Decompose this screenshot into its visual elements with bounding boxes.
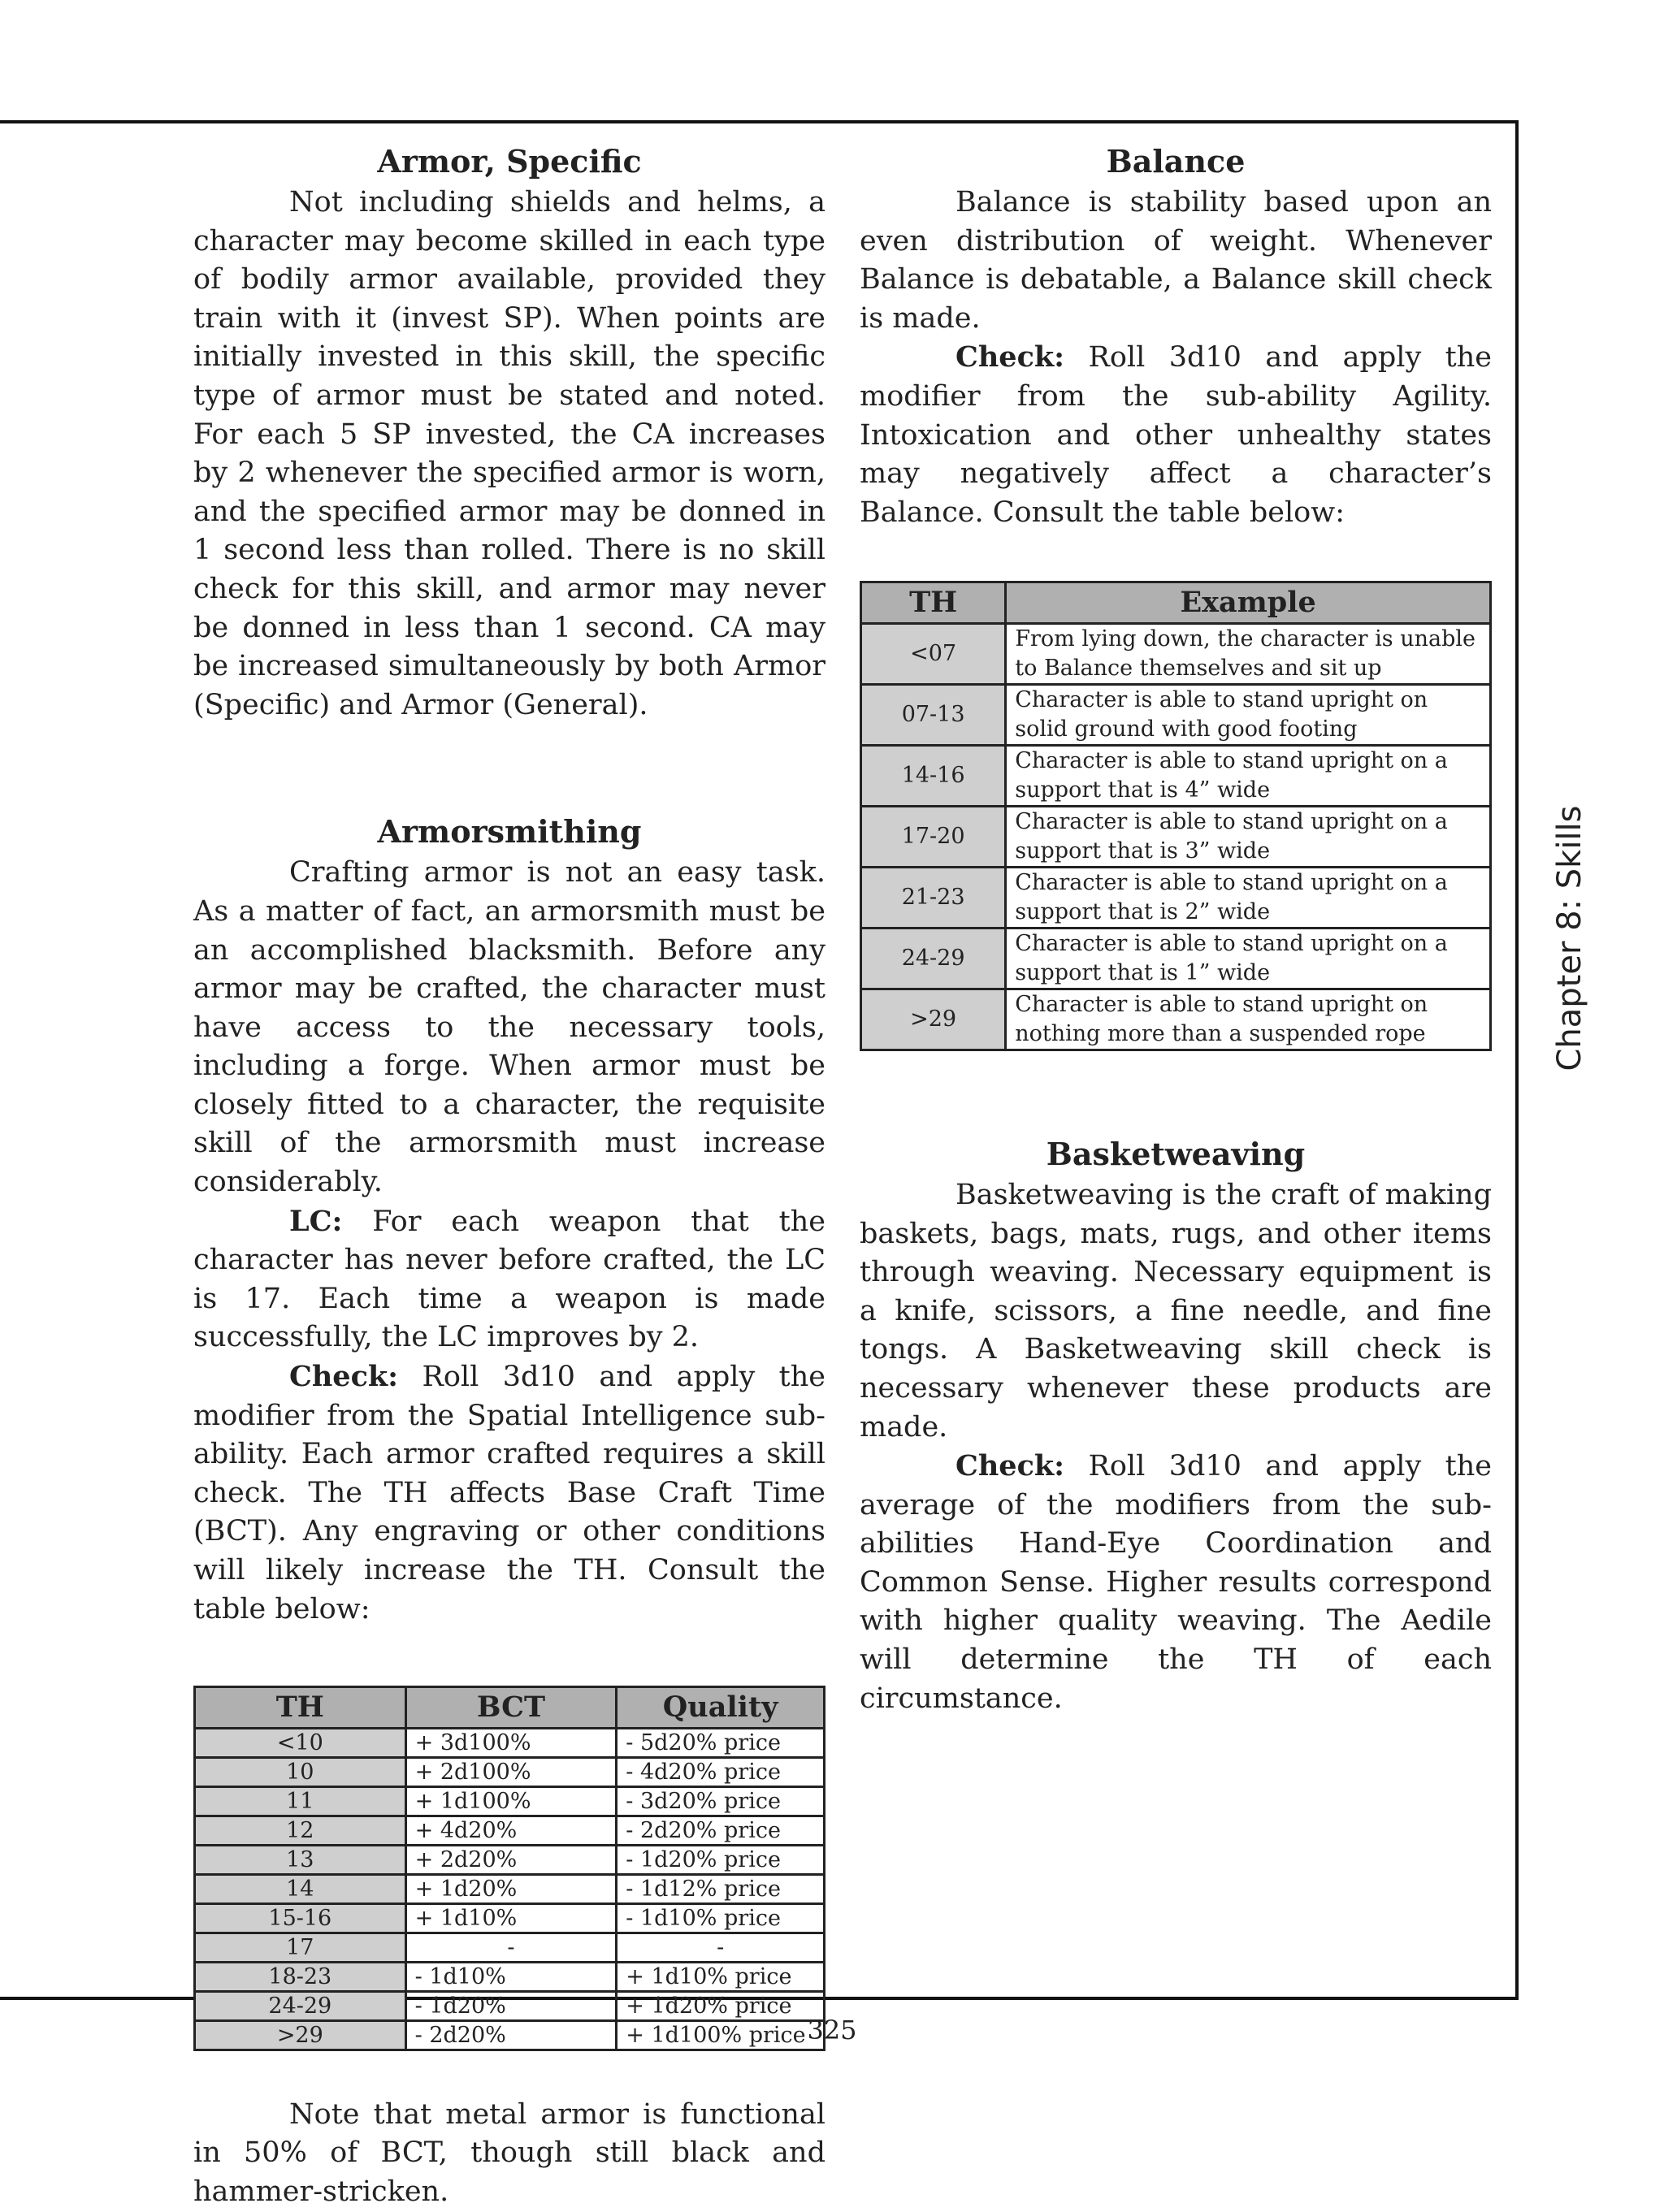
table-cell: From lying down, the character is unable to Balance themselves and sit up (1006, 623, 1491, 684)
check-label: Check: (289, 1360, 399, 1394)
check-label: Check: (956, 1449, 1065, 1483)
table-row (195, 1728, 825, 1757)
balance-paragraph: Balance is stability based upon an even distribution of weight. Whenever Balance is debatable, a Balance skill check is made. (860, 186, 1492, 335)
table-cell: 07-13 (861, 684, 1006, 745)
page-number: 325 (807, 2015, 857, 2045)
table-cell: + 1d20% (405, 1874, 617, 1903)
table-header-th: TH (195, 1687, 406, 1729)
table-cell: 24-29 (861, 928, 1006, 989)
balance-check-paragraph (860, 338, 1492, 532)
table-cell: 24-29 (195, 1991, 406, 2020)
table-cell: 15-16 (195, 1903, 406, 1933)
check-text: Roll 3d10 and apply the modifier from the sub-ability Agility. Intoxication and other unhealthy states may negatively affect a character’s Balance. Consult the table below: (860, 341, 1492, 529)
table-cell: 21-23 (861, 867, 1006, 928)
table-row (195, 1962, 825, 1991)
table-row (861, 989, 1491, 1050)
armorsmithing-check-paragraph (193, 1357, 826, 1629)
table-cell: - 2d20% (405, 2020, 617, 2050)
table-cell: Character is able to stand upright on a support that is 1” wide (1006, 928, 1491, 989)
table-cell: Character is able to stand upright on nothing more than a suspended rope (1006, 989, 1491, 1050)
table-cell: Character is able to stand upright on a support that is 2” wide (1006, 867, 1491, 928)
table-cell: + 1d100% price (617, 2020, 825, 2050)
table-cell: - 1d10% (405, 1962, 617, 1991)
table-row (861, 867, 1491, 928)
table-row (861, 684, 1491, 745)
armorsmithing-lc-paragraph (193, 1202, 826, 1357)
table-cell: Character is able to stand upright on a support that is 4” wide (1006, 745, 1491, 806)
table-cell: 12 (195, 1816, 406, 1845)
table-cell: <10 (195, 1728, 406, 1757)
table-cell: + 2d100% (405, 1757, 617, 1786)
armorsmithing-paragraph: Crafting armor is not an easy task. As a matter of fact, an armorsmith must be an accomplished blacksmith. Before any armor may be crafted, the character must have access to the necessary tools, including a forge. When armor must be closely fitted to a character, the requisite skill of the armorsmith must increase considerably. (193, 856, 826, 1199)
table-row (195, 1757, 825, 1786)
check-label: Check: (956, 340, 1065, 374)
table-header-quality: Quality (617, 1687, 825, 1729)
table-cell: - 1d20% (405, 1991, 617, 2020)
table-cell: - (617, 1933, 825, 1962)
table-cell: <07 (861, 623, 1006, 684)
table-row (195, 1786, 825, 1816)
check-text: Roll 3d10 and apply the average of the modifiers from the sub-abilities Hand-Eye Coordination and Common Sense. Higher results correspond with higher quality weaving. The Aedile will determine the TH of each circumstance. (860, 1450, 1492, 1715)
table-cell: 11 (195, 1786, 406, 1816)
table-cell: 17 (195, 1933, 406, 1962)
left-column (193, 140, 826, 2212)
table-row (195, 1874, 825, 1903)
section-title-armorsmithing: Armorsmithing (377, 813, 642, 851)
table-cell: Character is able to stand upright on solid ground with good footing (1006, 684, 1491, 745)
lc-label: LC: (289, 1204, 343, 1238)
table-row (195, 1903, 825, 1933)
table-cell: - 2d20% price (617, 1816, 825, 1845)
table-cell: - 4d20% price (617, 1757, 825, 1786)
table-row (861, 745, 1491, 806)
table-header-bct: BCT (405, 1687, 617, 1729)
table-row (861, 623, 1491, 684)
table-row (195, 1845, 825, 1874)
check-text: Roll 3d10 and apply the modifier from the Spatial Intelligence sub-ability. Each armor crafted requires a skill check. The TH affects Base Craft Time (BCT). Any engraving or other conditions will likely increase the TH. Consult the table below: (193, 1361, 826, 1625)
table-cell: Character is able to stand upright on a support that is 3” wide (1006, 806, 1491, 867)
table-header-th: TH (861, 582, 1006, 624)
table-header-example: Example (1006, 582, 1491, 624)
right-column (860, 140, 1492, 1718)
table-row (861, 806, 1491, 867)
table-cell: - 5d20% price (617, 1728, 825, 1757)
table-cell: >29 (195, 2020, 406, 2050)
table-header-row (861, 582, 1491, 624)
table-cell: - 1d12% price (617, 1874, 825, 1903)
table-cell: >29 (861, 989, 1006, 1050)
section-title-basketweaving: Basketweaving (1046, 1135, 1306, 1172)
lc-text: For each weapon that the character has never before crafted, the LC is 17. Each time a weapon is made successfully, the LC improves by 2. (193, 1205, 826, 1354)
table-cell: + 1d100% (405, 1786, 617, 1816)
armorsmithing-note: Note that metal armor is functional in 50% of BCT, though still black and hammer-stricken. (193, 2097, 826, 2208)
table-cell: 13 (195, 1845, 406, 1874)
table-cell: 10 (195, 1757, 406, 1786)
chapter-label: Chapter 8: Skills (1551, 805, 1588, 1071)
table-cell: - 3d20% price (617, 1786, 825, 1816)
table-cell: 14-16 (861, 745, 1006, 806)
table-cell: 14 (195, 1874, 406, 1903)
table-cell: - (405, 1933, 617, 1962)
balance-table (860, 581, 1492, 1051)
table-cell: + 1d10% (405, 1903, 617, 1933)
section-title-armor-specific: Armor, Specific (377, 143, 642, 180)
armor-specific-paragraph: Not including shields and helms, a character may become skilled in each type of bodily armor available, provided they train with it (invest SP). When points are initially invested in this skill, the specific type of armor must be stated and noted. For each 5 SP invested, the CA increases by 2 whenever the specified armor is worn, and the specified armor may be donned in 1 second less than rolled. There is no skill check for this skill, and armor may never be donned in less than 1 second. CA may be increased simultaneously by both Armor (Specific) and Armor (General). (193, 186, 826, 721)
armorsmithing-table (193, 1686, 826, 2051)
basketweaving-check-paragraph (860, 1447, 1492, 1718)
table-cell: 18-23 (195, 1962, 406, 1991)
table-cell: - 1d20% price (617, 1845, 825, 1874)
table-cell: + 4d20% (405, 1816, 617, 1845)
section-title-balance: Balance (1106, 143, 1246, 180)
basketweaving-paragraph: Basketweaving is the craft of making baskets, bags, mats, rugs, and other items through weaving. Necessary equipment is a knife, scissors, a fine needle, and fine tongs. A Basketweaving skill check is necessary whenever these products are made. (860, 1178, 1492, 1444)
table-cell: - 1d10% price (617, 1903, 825, 1933)
table-cell: + 1d20% price (617, 1991, 825, 2020)
table-cell: + 2d20% (405, 1845, 617, 1874)
table-cell: + 3d100% (405, 1728, 617, 1757)
table-row (861, 928, 1491, 989)
table-header-row (195, 1687, 825, 1729)
table-row (195, 1933, 825, 1962)
table-cell: + 1d10% price (617, 1962, 825, 1991)
table-cell: 17-20 (861, 806, 1006, 867)
table-row (195, 1816, 825, 1845)
